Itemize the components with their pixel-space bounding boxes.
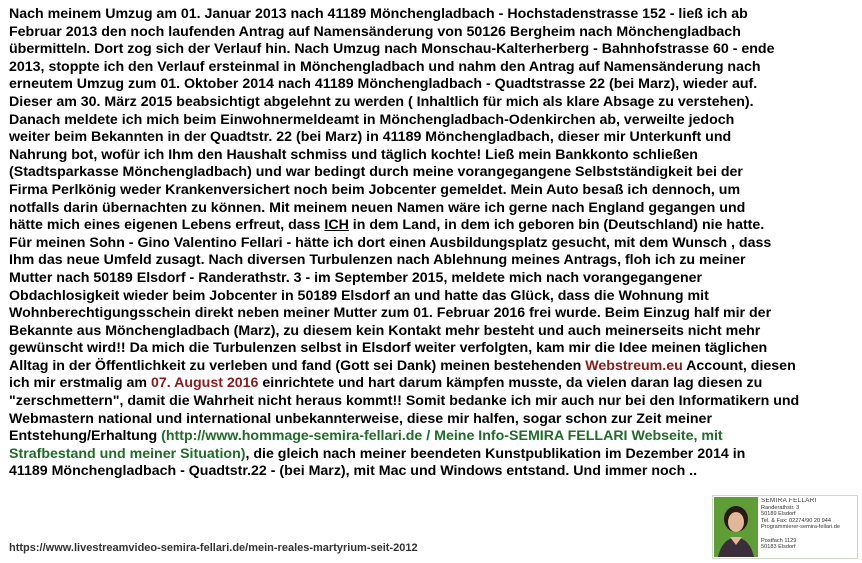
- text-segment: ich mir erstmalig am: [9, 375, 151, 392]
- card-line: 50189 Elsdorf: [761, 511, 796, 518]
- text-line: Webmastern national und international unbekannterweise, diese mir halfen, sogar schon zur Zeit meiner: [9, 410, 712, 427]
- highlighted-date: 07. August 2016: [150, 375, 259, 392]
- text-line: Für meinen Sohn - Gino Valentino Fellari - hätte ich dort einen Ausbildungsplatz gesucht, mit dem Wunsch , dass: [9, 234, 772, 251]
- text-line: [9, 358, 857, 376]
- text-line: erneutem Umzug zum 01. Oktober 2014 nach 41189 Mönchengladbach - Quadtstrasse 22 (bei Marz), wieder auf.: [9, 76, 758, 93]
- text-line: 2013, stoppte ich den Verlauf ersteinmal in Mönchengladbach und nahm den Antrag auf Namensänderung nach: [9, 58, 761, 75]
- text-line: Nach meinem Umzug am 01. Januar 2013 nach 41189 Mönchengladbach - Hochstadenstrasse 152 - ließ ich ab: [9, 6, 748, 22]
- card-line: Postfach 1129: [761, 537, 797, 544]
- text-line: Dieser am 30. März 2015 beabsichtigt abgelehnt zu werden ( Inhaltlich für mich als klare Absage zu verstehen).: [9, 93, 754, 110]
- text-line: weiter beim Bekannten in der Quadtstr. 22 (bei Marz) in 41189 Mönchengladbach, dieser mir Unterkunft und: [9, 129, 732, 146]
- text-line: Februar 2013 den noch laufenden Antrag auf Namensänderung von 50126 Bergheim nach Mönchengladbach: [9, 23, 741, 40]
- card-details: [761, 498, 855, 551]
- webstreum-link[interactable]: Webstreum.eu: [585, 357, 683, 374]
- card-line: Tel. & Fax: 02274/90 20 944: [761, 517, 831, 524]
- card-line: Randerathstr. 3: [761, 504, 800, 511]
- text-line: Ihm das neue Umfeld zusagt. Nach diversen Turbulenzen nach Ablehnung meines Antrags, floh ich zu meiner: [9, 252, 746, 269]
- text-segment: Alltag in der Öffentlichkeit zu verleben und fand (Gott sei Dank) meinen bestehenden: [9, 357, 586, 374]
- hommage-website-link-cont[interactable]: Strafbestand und meiner Situation): [9, 445, 246, 462]
- text-segment: in dem Land, in dem ich geboren bin (Deutschland) nie hatte.: [348, 217, 765, 234]
- text-line: [9, 375, 857, 393]
- text-line: Bekannte aus Mönchengladbach (Marz), zu diesem kein Kontakt mehr besteht und auch meinerseits nicht mehr: [9, 322, 761, 339]
- text-line: [9, 446, 857, 464]
- text-line: gewünscht wird!! Da mich die Turbulenzen selbst in Elsdorf weiter verfolgten, kam mir die Idee meinen täglichen: [9, 340, 768, 357]
- card-name: SEMIRA FELLARI: [761, 498, 817, 504]
- text-segment: Entstehung/Erhaltung: [9, 428, 162, 445]
- text-line: notfalls darin übernachten zu können. Mit meinem neuen Namen wäre ich gerne nach England gegangen und: [9, 199, 746, 216]
- business-card: [712, 495, 858, 559]
- text-line: [9, 428, 857, 446]
- text-line: Danach meldete ich mich beim Einwohnermeldeamt in Mönchengladbach-Odenkirchen ab, verweilte jedoch: [9, 111, 735, 128]
- card-line: Programmierer-semira-fellari.de: [761, 524, 840, 531]
- portrait-icon: [714, 497, 758, 557]
- text-line: "zerschmettern", damit die Wahrheit nicht heraus kommt!! Somit bedanke ich mir auch nur bei den Informatikern und: [9, 393, 800, 410]
- source-url[interactable]: https://www.livestreamvideo-semira-fellari.de/mein-reales-martyrium-seit-2012: [9, 542, 418, 554]
- text-line: [9, 217, 857, 235]
- text-line: Firma Perlkönig weder Krankenversichert noch beim Jobcenter gemeldet. Mein Auto besaß ich dennoch, um: [9, 181, 741, 198]
- card-line: [761, 531, 855, 538]
- text-segment: , die gleich nach meiner beendeten Kunstpublikation im Dezember 2014 in: [245, 445, 746, 462]
- hommage-website-link[interactable]: (http://www.hommage-semira-fellari.de / Meine Info-SEMIRA FELLARI Webseite, mit: [161, 428, 723, 445]
- text-line: Nahrung bot, wofür ich Ihm den Haushalt schmiss und täglich kochte! Ließ mein Bankkonto schließen: [9, 146, 698, 163]
- portrait-photo: [714, 497, 758, 557]
- text-line: (Stadtsparkasse Mönchengladbach) und war bedingt durch meine vorangegangene Selbstständigkeit bei der: [9, 164, 743, 181]
- text-line: 41189 Mönchengladbach - Quadtstr.22 - (bei Marz), mit Mac und Windows entstand. Und immer noch ..: [9, 463, 698, 480]
- text-segment: Account, diesen: [682, 357, 796, 374]
- text-line: Obdachlosigkeit wieder beim Jobcenter in 50189 Elsdorf an und hatte das Glück, dass die Wohnung mit: [9, 287, 709, 304]
- letter-body: [9, 6, 857, 481]
- text-segment: hätte mich eines eigenen Lebens erfreut, dass: [9, 217, 325, 234]
- emphasis-ich: ICH: [324, 217, 349, 234]
- text-segment: einrichtete und hart darum kämpfen musste, da vielen daran lag diesen zu: [258, 375, 763, 392]
- text-line: übermitteln. Dort zog sich der Verlauf hin. Nach Umzug nach Monschau-Kalterherberg - Bahnhofstrasse 60 - ende: [9, 41, 775, 58]
- card-line: 50183 Elsdorf: [761, 544, 796, 551]
- text-line: Mutter nach 50189 Elsdorf - Randerathstr. 3 - im September 2015, meldete mich nach vorangegangener: [9, 269, 703, 286]
- text-line: Wohnberechtigungsschein direkt neben meiner Mutter zum 01. Februar 2016 frei wurde. Beim Einzug half mir der: [9, 305, 772, 322]
